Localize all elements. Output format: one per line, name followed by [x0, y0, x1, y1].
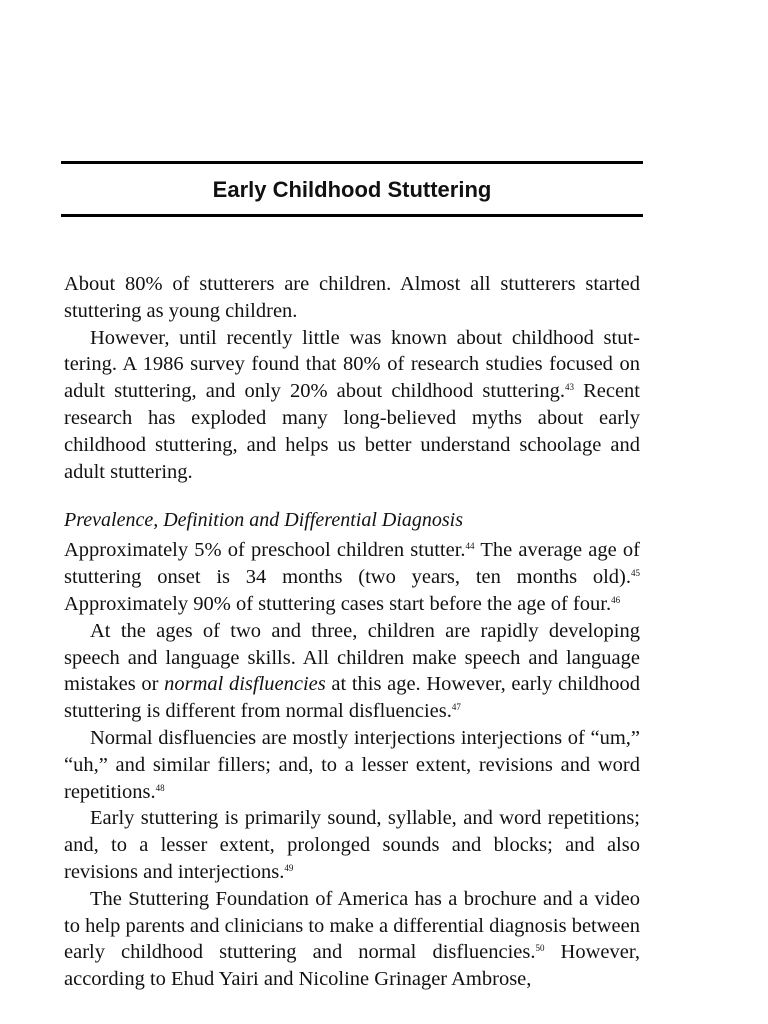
section-paragraph-4	[64, 805, 640, 885]
intro-p1-text: About 80% of stutterers are children. Almost all stutterers started stuttering as young children.	[64, 273, 640, 322]
section-p3-text: Normal disfluencies are mostly interjections interjections of “um,” “uh,” and similar fillers; and, to a lesser extent, revisions and word repetitions.	[64, 726, 640, 803]
footnote-ref: 49	[284, 862, 294, 873]
intro-paragraph-1	[64, 271, 640, 325]
section-p1-text-a: Approximately 5% of preschool children stutter.	[64, 539, 466, 562]
chapter-title: Early Childhood Stuttering	[212, 177, 492, 202]
section-p2-emphasis: normal disfluencies	[164, 673, 326, 696]
footnote-ref: 47	[451, 702, 461, 713]
intro-p2-text-b: Recent research has exploded many long-believed myths about early childhood stuttering, and helps us better understand schoolage and adult stuttering.	[64, 380, 640, 483]
intro-p2-text-a: However, until recently little was known about childhood stuttering. A 1986 survey found that 80% of research studies focused on adult stuttering, and only 20% about childhood stuttering.	[64, 326, 640, 403]
footnote-ref: 44	[465, 541, 475, 552]
section-p2-text-b: at this age. However, early childhood stuttering is different from normal disfluencies.	[64, 673, 640, 723]
body-text	[64, 271, 640, 993]
section-p4-text: Early stuttering is primarily sound, syllable, and word repetitions; and, to a lesser extent, prolonged sounds and blocks; and also revisions and interjections.	[64, 807, 640, 883]
section-paragraph-1	[64, 537, 640, 617]
title-rule-top	[61, 161, 643, 164]
footnote-ref: 43	[564, 382, 574, 393]
section-heading: Prevalence, Definition and Differential Diagnosis	[64, 509, 464, 532]
footnote-ref: 46	[611, 594, 621, 605]
section-p2-text-a: At the ages of two and three, children are rapidly developing speech and language skills. All children make speech and language mistakes or	[64, 619, 640, 696]
footnote-ref: 48	[155, 782, 165, 793]
title-rule-bottom	[61, 214, 643, 217]
section-paragraph-3	[64, 725, 640, 805]
section-paragraph-5	[64, 886, 640, 993]
section-p1-text-c: Approximately 90% of stuttering cases start before the age of four.	[64, 592, 612, 615]
section-p5-text-b: However, according to Ehud Yairi and Nicoline Grinager Ambrose,	[64, 941, 640, 991]
footnote-ref: 45	[631, 568, 640, 579]
section-p5-text-a: The Stuttering Foundation of America has a brochure and a video to help parents and clinicians to make a differential diagnosis between early childhood stuttering and normal disfluencies.	[64, 887, 640, 964]
section-paragraph-2	[64, 618, 640, 725]
footnote-ref: 50	[535, 943, 545, 954]
intro-paragraph-2	[64, 325, 640, 486]
section-p1-text-b: The average age of stuttering onset is 34 months (two years, ten months old).	[64, 539, 640, 589]
